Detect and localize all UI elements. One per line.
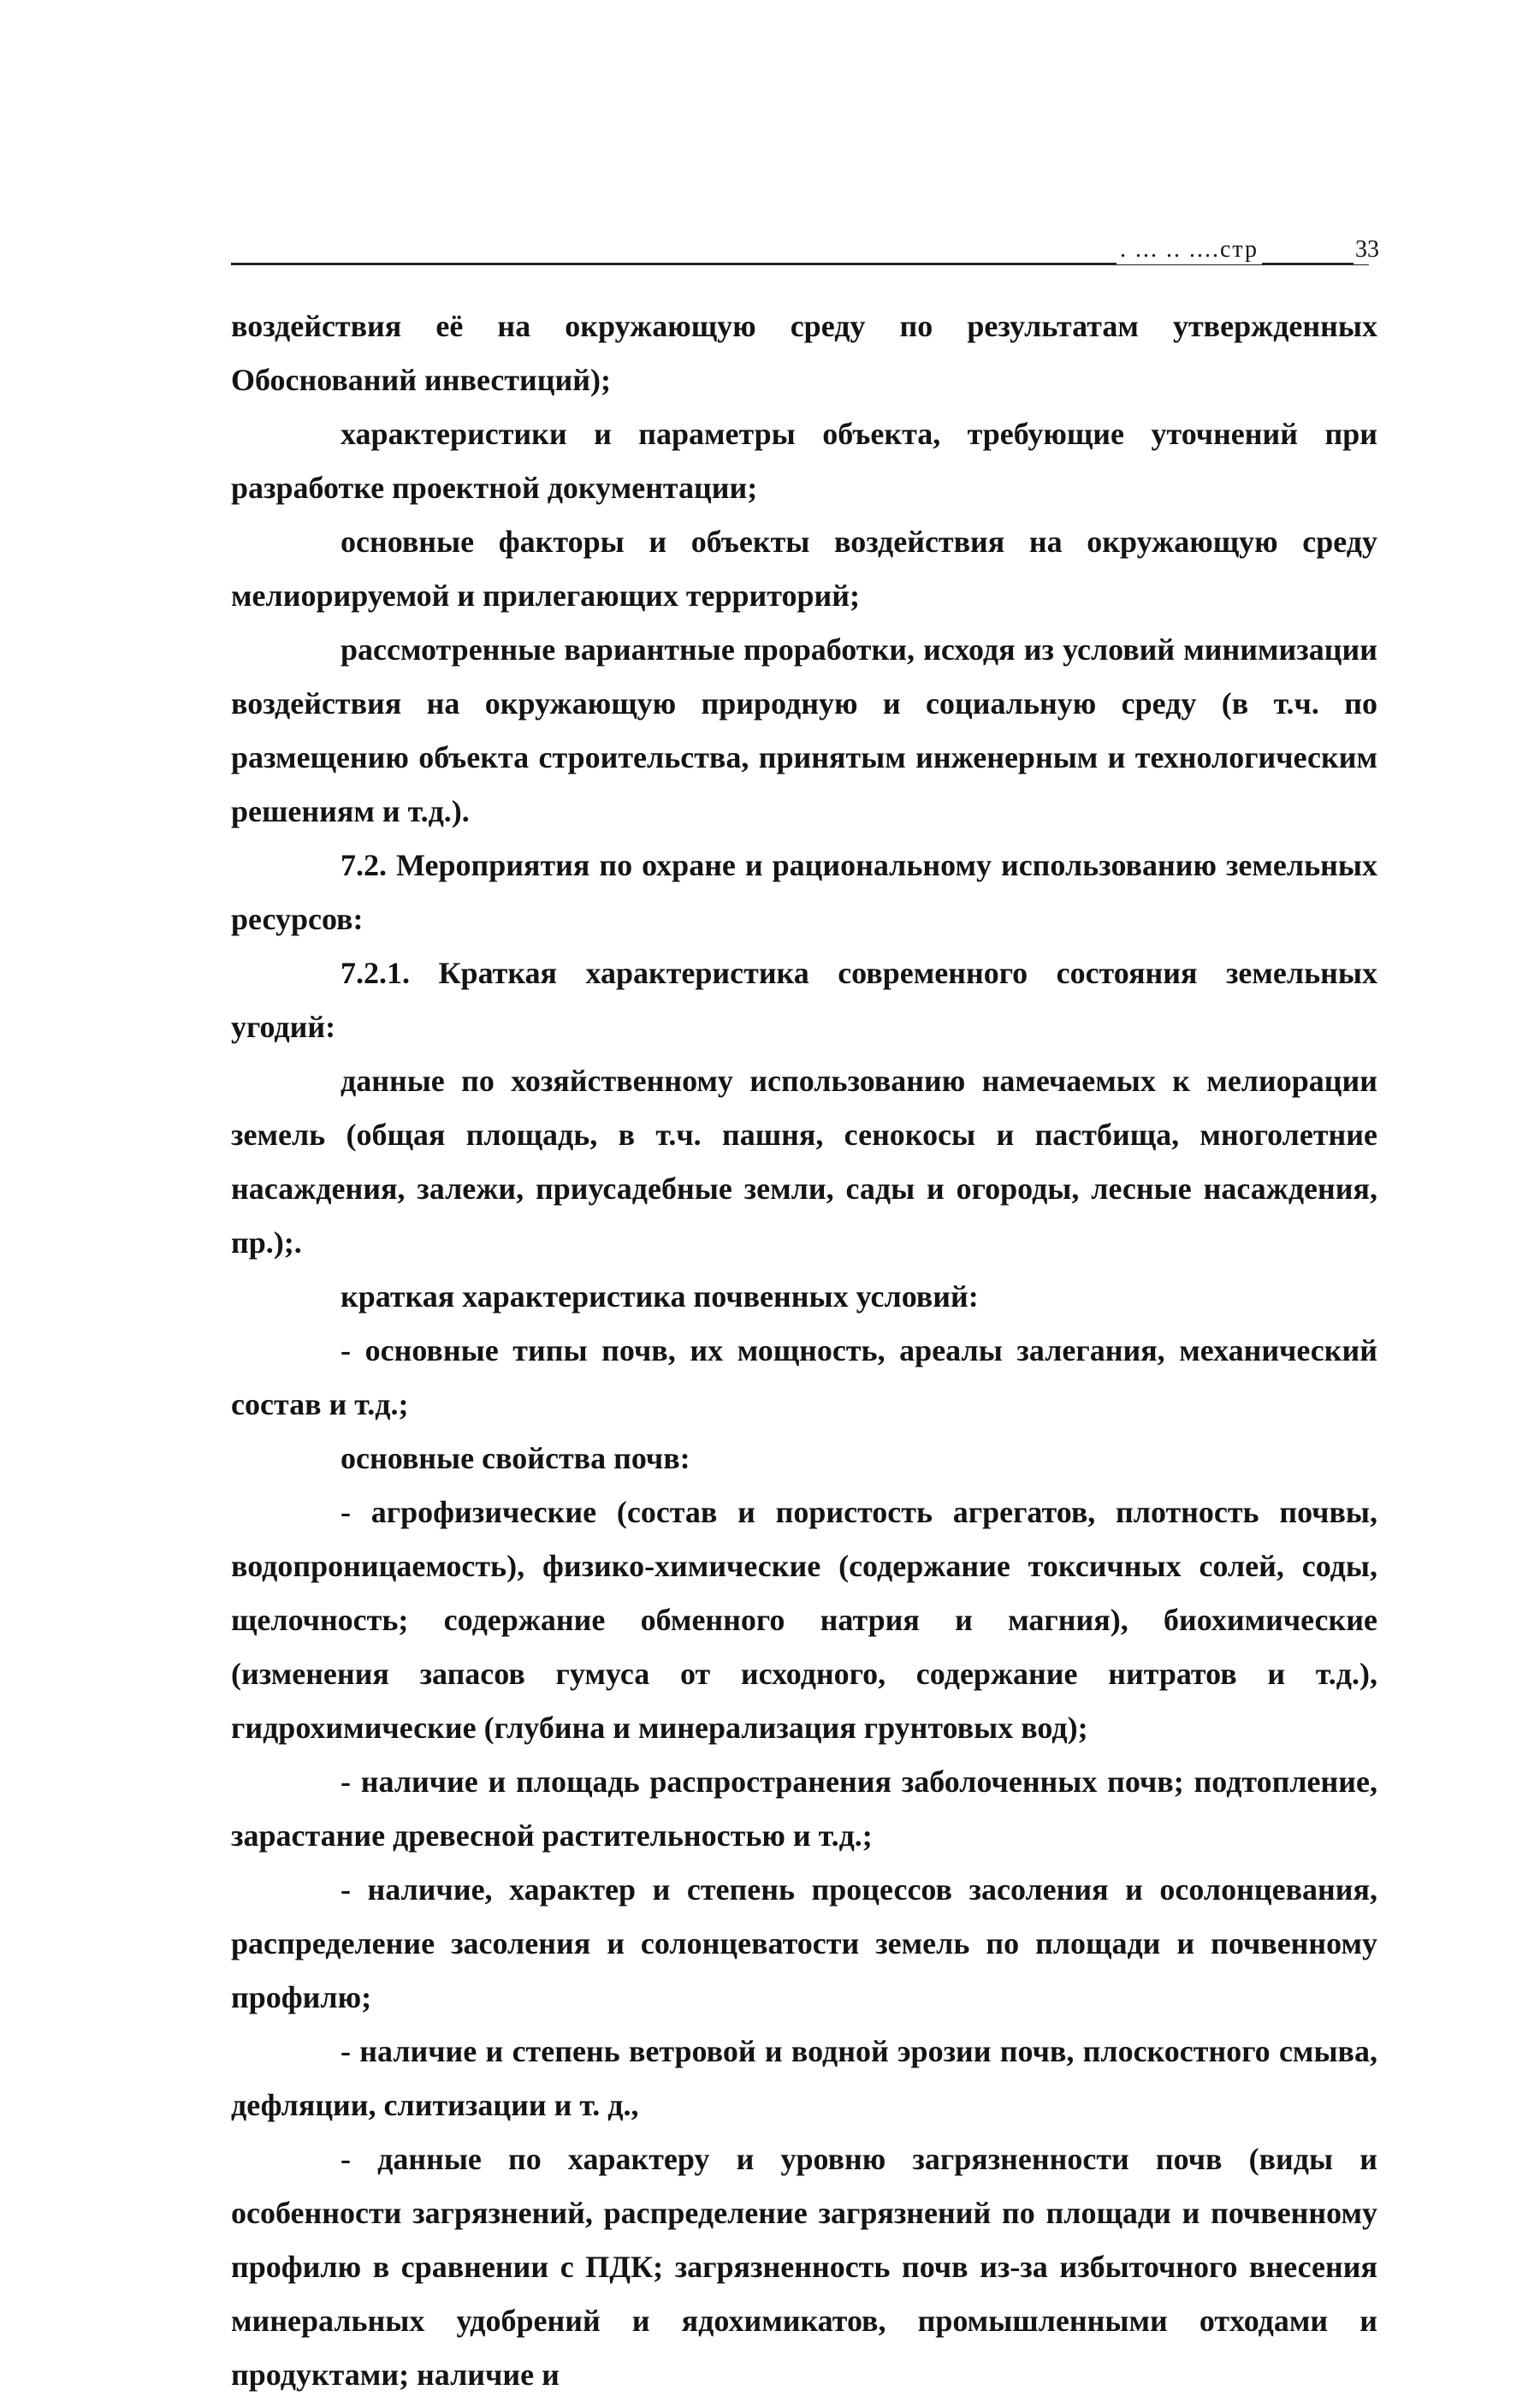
subsection-heading: 7.2.1. Краткая характеристика современного состояния земельных угодий:: [231, 956, 1377, 1044]
list-item: - основные типы почв, их мощность, ареалы залегания, механический состав и т.д.;: [231, 1333, 1377, 1421]
list-item: - наличие и площадь распространения заболоченных почв; подтопление, зарастание древесной растительностью и т.д.;: [231, 1764, 1377, 1853]
list-item: - наличие, характер и степень процессов засоления и осолонцевания, распределение засоления и солонцеватости земель по площади и почвенному профилю;: [231, 1872, 1377, 2014]
paragraph: рассмотренные вариантные проработки, исходя из условий минимизации воздействия на окружающую природную и социальную среду (в т.ч. по размещению объекта строительства, принятым инженерным и технологическим решениям и т.д.).: [231, 632, 1377, 828]
header-page-label: . ... .. ....стр: [1116, 235, 1262, 264]
paragraph: данные по хозяйственному использованию намечаемых к мелиорации земель (общая площадь, в т.ч. пашня, сенокосы и пастбища, многолетние насаждения, залежи, приусадебные земли, сады и огороды, лесные насаждения, пр.);.: [231, 1064, 1377, 1260]
paragraph: краткая характеристика почвенных условий:: [341, 1279, 979, 1314]
document-body: [231, 300, 1377, 2402]
list-item: - наличие и степень ветровой и водной эрозии почв, плоскостного смыва, дефляции, слитизации и т. д.,: [231, 2034, 1377, 2122]
paragraph: основные факторы и объекты воздействия на окружающую среду мелиорируемой и прилегающих территорий;: [231, 525, 1377, 613]
list-item: - агрофизические (состав и пористость агрегатов, плотность почвы, водопроницаемость), физико-химические (содержание токсичных солей, соды, щелочность; содержание обменного натрия и магния), биохимические (изменения запасов гумуса от исходного, содержание нитратов и т.д.), гидрохимические (глубина и минерализация грунтовых вод);: [231, 1495, 1377, 1745]
page-number: 33: [1355, 236, 1379, 263]
section-heading: 7.2. Мероприятия по охране и рациональному использованию земельных ресурсов:: [231, 848, 1377, 936]
list-item: - данные по характеру и уровню загрязненности почв (виды и особенности загрязнений, распределение загрязнений по площади и почвенному профилю в сравнении с ПДК; загрязненность почв из-за избыточного внесения минеральных удобрений и ядохимикатов, промышленными отходами и продуктами; наличие и: [231, 2142, 1377, 2392]
paragraph: воздействия её на окружающую среду по результатам утвержденных Обоснований инвестиций);: [231, 309, 1377, 397]
paragraph: основные свойства почв:: [341, 1441, 690, 1475]
paragraph: характеристики и параметры объекта, требующие уточнений при разработке проектной документации;: [231, 417, 1377, 505]
